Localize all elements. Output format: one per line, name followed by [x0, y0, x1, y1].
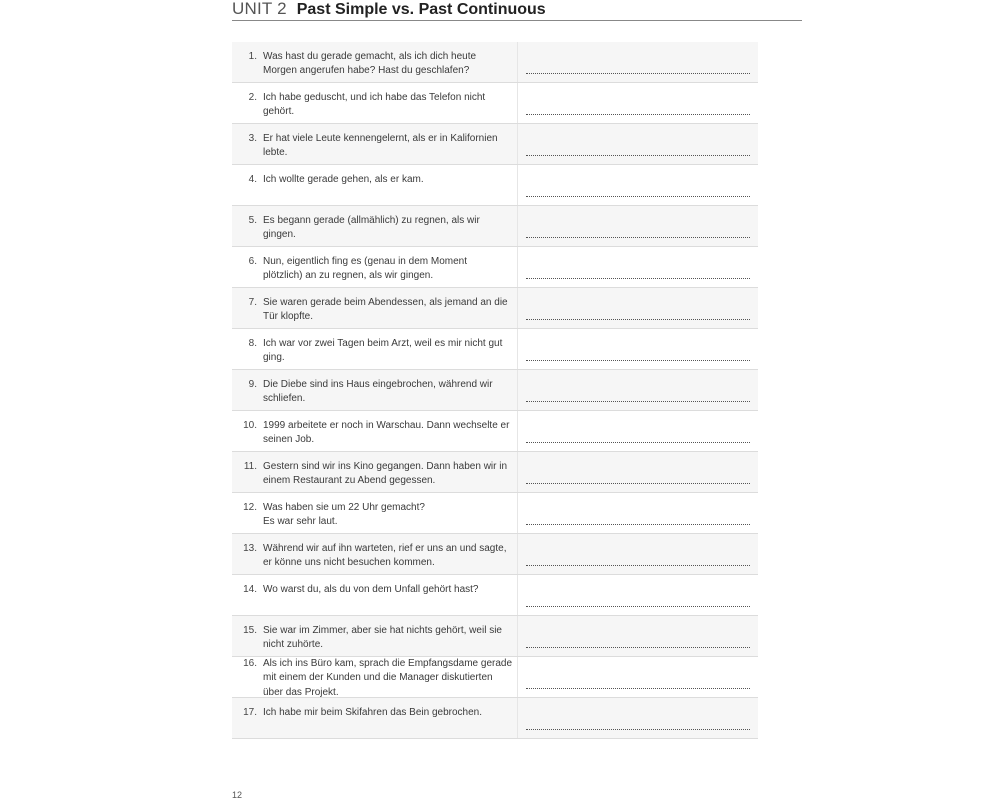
answer-field[interactable]	[517, 370, 758, 410]
item-number: 16.	[243, 658, 257, 669]
unit-title: Past Simple vs. Past Continuous	[296, 1, 546, 18]
german-sentence: Was hast du gerade gemacht, als ich dich heute Morgen angerufen habe? Hast du geschlafen?	[263, 51, 477, 77]
german-sentence: Es begann gerade (allmählich) zu regnen, als wir gingen.	[263, 215, 480, 241]
answer-dotted-line	[526, 483, 750, 484]
answer-field[interactable]	[517, 698, 758, 738]
answer-dotted-line	[526, 688, 750, 689]
page-number: 12	[232, 790, 243, 800]
item-number: 2.	[248, 92, 257, 103]
item-number: 14.	[243, 584, 257, 595]
answer-dotted-line	[526, 114, 750, 115]
item-number: 17.	[243, 707, 257, 718]
answer-dotted-line	[526, 155, 750, 156]
german-sentence: Ich wollte gerade gehen, als er kam.	[263, 174, 424, 185]
german-sentence: Ich habe mir beim Skifahren das Bein gebrochen.	[263, 707, 483, 718]
exercise-row	[232, 698, 758, 739]
answer-dotted-line	[526, 647, 750, 648]
german-sentence: Die Diebe sind ins Haus eingebrochen, während wir schliefen.	[263, 379, 493, 405]
exercise-row	[232, 657, 758, 698]
item-number: 6.	[248, 256, 257, 267]
german-sentence: 1999 arbeitete er noch in Warschau. Dann wechselte er seinen Job.	[263, 420, 510, 446]
item-number: 15.	[243, 625, 257, 636]
exercise-row	[232, 83, 758, 124]
item-number: 12.	[243, 502, 257, 513]
answer-field[interactable]	[517, 83, 758, 123]
item-number: 7.	[248, 297, 257, 308]
answer-dotted-line	[526, 606, 750, 607]
german-sentence: Wo warst du, als du von dem Unfall gehört hast?	[263, 584, 479, 595]
exercise-row	[232, 165, 758, 206]
answer-field[interactable]	[517, 206, 758, 246]
answer-field[interactable]	[517, 42, 758, 82]
exercise-row	[232, 616, 758, 657]
answer-dotted-line	[526, 729, 750, 730]
german-sentence: Gestern sind wir ins Kino gegangen. Dann haben wir in einem Restaurant zu Abend gegessen.	[263, 461, 508, 487]
answer-dotted-line	[526, 73, 750, 74]
item-number: 9.	[248, 379, 257, 390]
unit-header	[232, 0, 802, 21]
item-number: 11.	[243, 461, 257, 472]
exercise-row	[232, 575, 758, 616]
exercise-row	[232, 124, 758, 165]
exercise-row	[232, 370, 758, 411]
answer-dotted-line	[526, 360, 750, 361]
answer-field[interactable]	[517, 124, 758, 164]
answer-field[interactable]	[517, 657, 758, 697]
answer-dotted-line	[526, 524, 750, 525]
german-sentence: Als ich ins Büro kam, sprach die Empfangsdame gerade mit einem der Kunden und die Manager diskutierten über das Projekt.	[263, 658, 513, 698]
answer-dotted-line	[526, 278, 750, 279]
answer-field[interactable]	[517, 411, 758, 451]
german-sentence: Nun, eigentlich fing es (genau in dem Moment plötzlich) an zu regnen, als wir gingen.	[263, 256, 468, 282]
answer-field[interactable]	[517, 575, 758, 615]
german-sentence: Ich war vor zwei Tagen beim Arzt, weil es mir nicht gut ging.	[263, 338, 503, 364]
exercise-row	[232, 452, 758, 493]
exercise-row	[232, 206, 758, 247]
answer-field[interactable]	[517, 165, 758, 205]
answer-dotted-line	[526, 237, 750, 238]
item-number: 10.	[243, 420, 257, 431]
german-sentence: Sie war im Zimmer, aber sie hat nichts gehört, weil sie nicht zuhörte.	[263, 625, 502, 651]
german-sentence: Was haben sie um 22 Uhr gemacht? Es war sehr laut.	[263, 502, 425, 528]
answer-field[interactable]	[517, 493, 758, 533]
exercise-row	[232, 493, 758, 534]
german-sentence: Ich habe geduscht, und ich habe das Telefon nicht gehört.	[263, 92, 486, 118]
exercise-row	[232, 534, 758, 575]
exercise-row	[232, 247, 758, 288]
exercise-row	[232, 411, 758, 452]
answer-field[interactable]	[517, 534, 758, 574]
answer-field[interactable]	[517, 288, 758, 328]
german-sentence: Er hat viele Leute kennengelernt, als er in Kalifornien lebte.	[263, 133, 498, 159]
item-number: 8.	[248, 338, 257, 349]
answer-dotted-line	[526, 442, 750, 443]
german-sentence: Während wir auf ihn warteten, rief er uns an und sagte, er könne uns nicht besuchen kommen.	[263, 543, 507, 569]
answer-field[interactable]	[517, 616, 758, 656]
unit-label: UNIT 2	[232, 0, 287, 18]
answer-field[interactable]	[517, 452, 758, 492]
answer-field[interactable]	[517, 247, 758, 287]
item-number: 5.	[248, 215, 257, 226]
translation-exercise-table	[232, 42, 758, 739]
answer-dotted-line	[526, 196, 750, 197]
german-sentence: Sie waren gerade beim Abendessen, als jemand an die Tür klopfte.	[263, 297, 508, 323]
answer-dotted-line	[526, 401, 750, 402]
answer-dotted-line	[526, 565, 750, 566]
item-number: 4.	[248, 174, 257, 185]
answer-field[interactable]	[517, 329, 758, 369]
exercise-row	[232, 42, 758, 83]
item-number: 1.	[248, 51, 257, 62]
answer-dotted-line	[526, 319, 750, 320]
item-number: 13.	[243, 543, 257, 554]
exercise-row	[232, 288, 758, 329]
exercise-row	[232, 329, 758, 370]
item-number: 3.	[248, 133, 257, 144]
